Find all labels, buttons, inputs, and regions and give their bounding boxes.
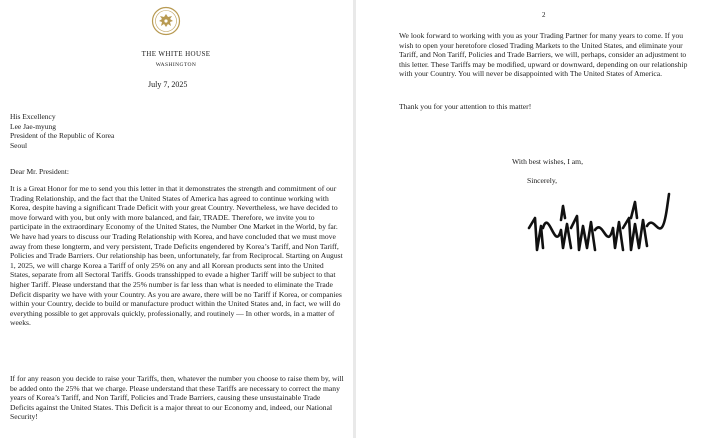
addressee-block	[10, 112, 114, 150]
body-paragraph-1: It is a Great Honor for me to send you this letter in that it demonstrates the strength and commitment of our Trading Relationship, and the fact that the United States of America has agreed to continue working with Korea, despite having a significant Trade Deficit with your great Country. Nevertheless, we have decided to move forward with you, but only with more balanced, and fair, TRADE. Therefore, we invite you to participate in the extraordinary Economy of the United States, the Number One Market in the World, by far. We have had years to discuss our Trading Relationship with Korea, and have concluded that we must move away from these longterm, and very persistent, Trade Deficits engendered by Korea’s Tariff, and Non Tariff, Policies and Trade Barriers. Our relationship has been, unfortunately, far from Reciprocal. Starting on August 1, 2025, we will charge Korea a Tariff of only 25% on any and all Korean products sent into the United States, separate from all Sectoral Tariffs. Goods transshipped to evade a higher Tariff will be subject to that higher Tariff. Please understand that the 25% number is far less than what is needed to eliminate the Trade Deficit disparity we have with your Country. As you are aware, there will be no Tariff if Korea, or companies within your Country, decide to build or manufacture product within the United States and, in fact, we will do everything possible to get approvals quickly, professionally, and routinely — In other words, in a matter of weeks.	[10, 184, 343, 328]
letterhead-title: THE WHITE HOUSE	[141, 50, 211, 58]
letter-date: July 7, 2025	[148, 80, 188, 89]
addressee-line: Lee Jae-myung	[10, 121, 57, 131]
letter-page-2	[357, 0, 709, 438]
page-divider	[353, 0, 356, 438]
salutation: Dear Mr. President:	[10, 167, 69, 176]
page-number: 2	[542, 11, 546, 19]
letterhead-city: WASHINGTON	[155, 62, 197, 68]
body-paragraph-3: We look forward to working with you as your Trading Partner for many years to come. If you wish to open your heretofore closed Trading Markets to the United States, and eliminate your Tariff, and Non Tariff, Policies and Trade Barriers, we will, perhaps, consider an adjustment to this letter. These Tariffs may be modified, upward or downward, depending on our relationship with your Country. You will never be disappointed with The United States of America.	[399, 31, 688, 79]
thanks-line: Thank you for your attention to this matter!	[399, 102, 532, 111]
letter-page-1	[0, 0, 352, 438]
addressee-line: President of the Republic of Korea	[10, 131, 115, 141]
addressee-line: His Excellency	[10, 112, 56, 121]
presidential-seal-icon	[151, 6, 181, 36]
sincerely-line: Sincerely,	[527, 176, 558, 185]
handwritten-signature-icon	[525, 188, 675, 268]
closing-line: With best wishes, I am,	[512, 157, 583, 166]
body-paragraph-2: If for any reason you decide to raise your Tariffs, then, whatever the number you choose to raise them by, will be added onto the 25% that we charge. Please understand that these Tariffs are necessary to correct the many years of Korea’s Tariff, and Non Tariff, Policies and Trade Barriers, causing these unsustainable Trade Deficits against the United States. This Deficit is a major threat to our Economy and, indeed, our National Security!	[10, 374, 344, 422]
addressee-line: Seoul	[10, 140, 28, 150]
